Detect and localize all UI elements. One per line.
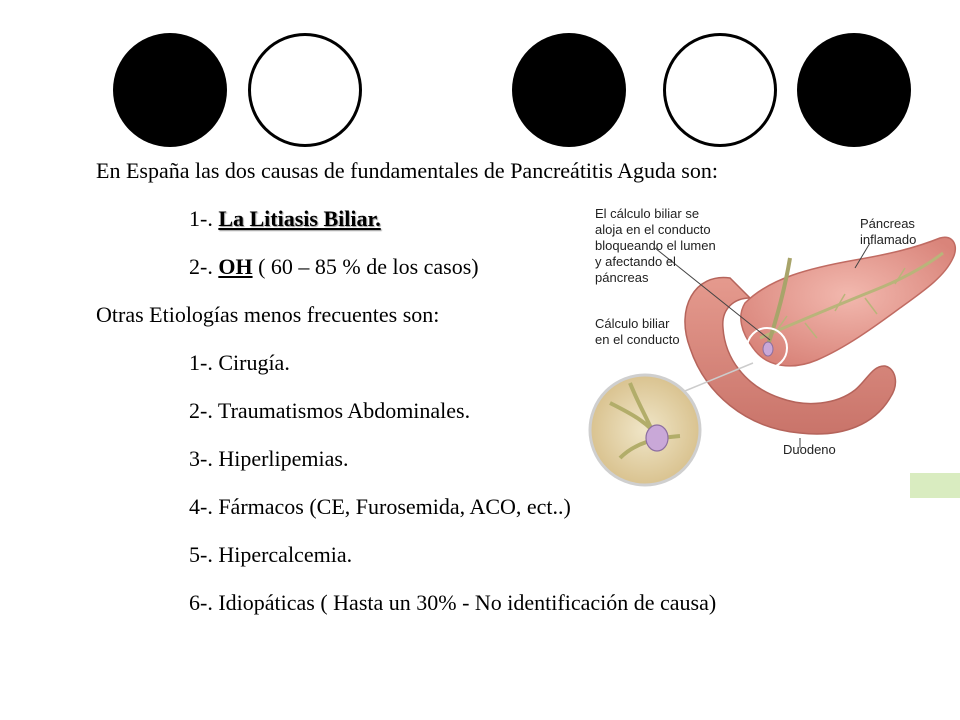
other-cause-1: 1-. Cirugía. — [189, 350, 290, 375]
main-cause-1-text: La Litiasis Biliar. — [218, 206, 381, 231]
main-cause-2-suffix: ( 60 – 85 % de los casos) — [252, 254, 479, 279]
label-stone-duct: Cálculo biliar en el conducto — [595, 316, 680, 347]
decor-circle-filled-2 — [512, 33, 626, 147]
zoom-inset — [590, 375, 700, 485]
other-cause-4: 4-. Fármacos (CE, Furosemida, ACO, ect..) — [189, 494, 571, 519]
pancreas-illustration — [555, 198, 960, 498]
intro-text: En España las dos causas de fundamentales de Pancreátitis Aguda son: — [96, 158, 718, 183]
label-pancreas: Páncreas inflamado — [860, 216, 917, 247]
other-cause-3: 3-. Hiperlipemias. — [189, 446, 349, 471]
main-cause-1-number: 1-. — [189, 206, 219, 231]
main-cause-2-number: 2-. — [189, 254, 219, 279]
main-cause-2-text: OH — [218, 254, 253, 279]
other-heading: Otras Etiologías menos frecuentes son: — [96, 302, 440, 327]
label-stone-blocking: El cálculo biliar se aloja en el conducto bloqueando el lumen y afectando el páncreas — [595, 206, 716, 285]
other-cause-5: 5-. Hipercalcemia. — [189, 542, 353, 567]
main-cause-1 — [189, 206, 381, 232]
decor-circle-empty-1 — [248, 33, 362, 147]
decor-circle-filled-1 — [113, 33, 227, 147]
label-duodenum: Duodeno — [783, 442, 836, 457]
gallstone-zoomed — [646, 425, 668, 451]
green-patch — [910, 473, 960, 498]
other-cause-2: 2-. Traumatismos Abdominales. — [189, 398, 471, 423]
gallstone-small — [763, 342, 773, 356]
main-cause-2 — [189, 254, 479, 280]
decor-circle-filled-3 — [797, 33, 911, 147]
other-cause-6: 6-. Idiopáticas ( Hasta un 30% - No identificación de causa) — [189, 590, 717, 615]
decor-circle-empty-2 — [663, 33, 777, 147]
